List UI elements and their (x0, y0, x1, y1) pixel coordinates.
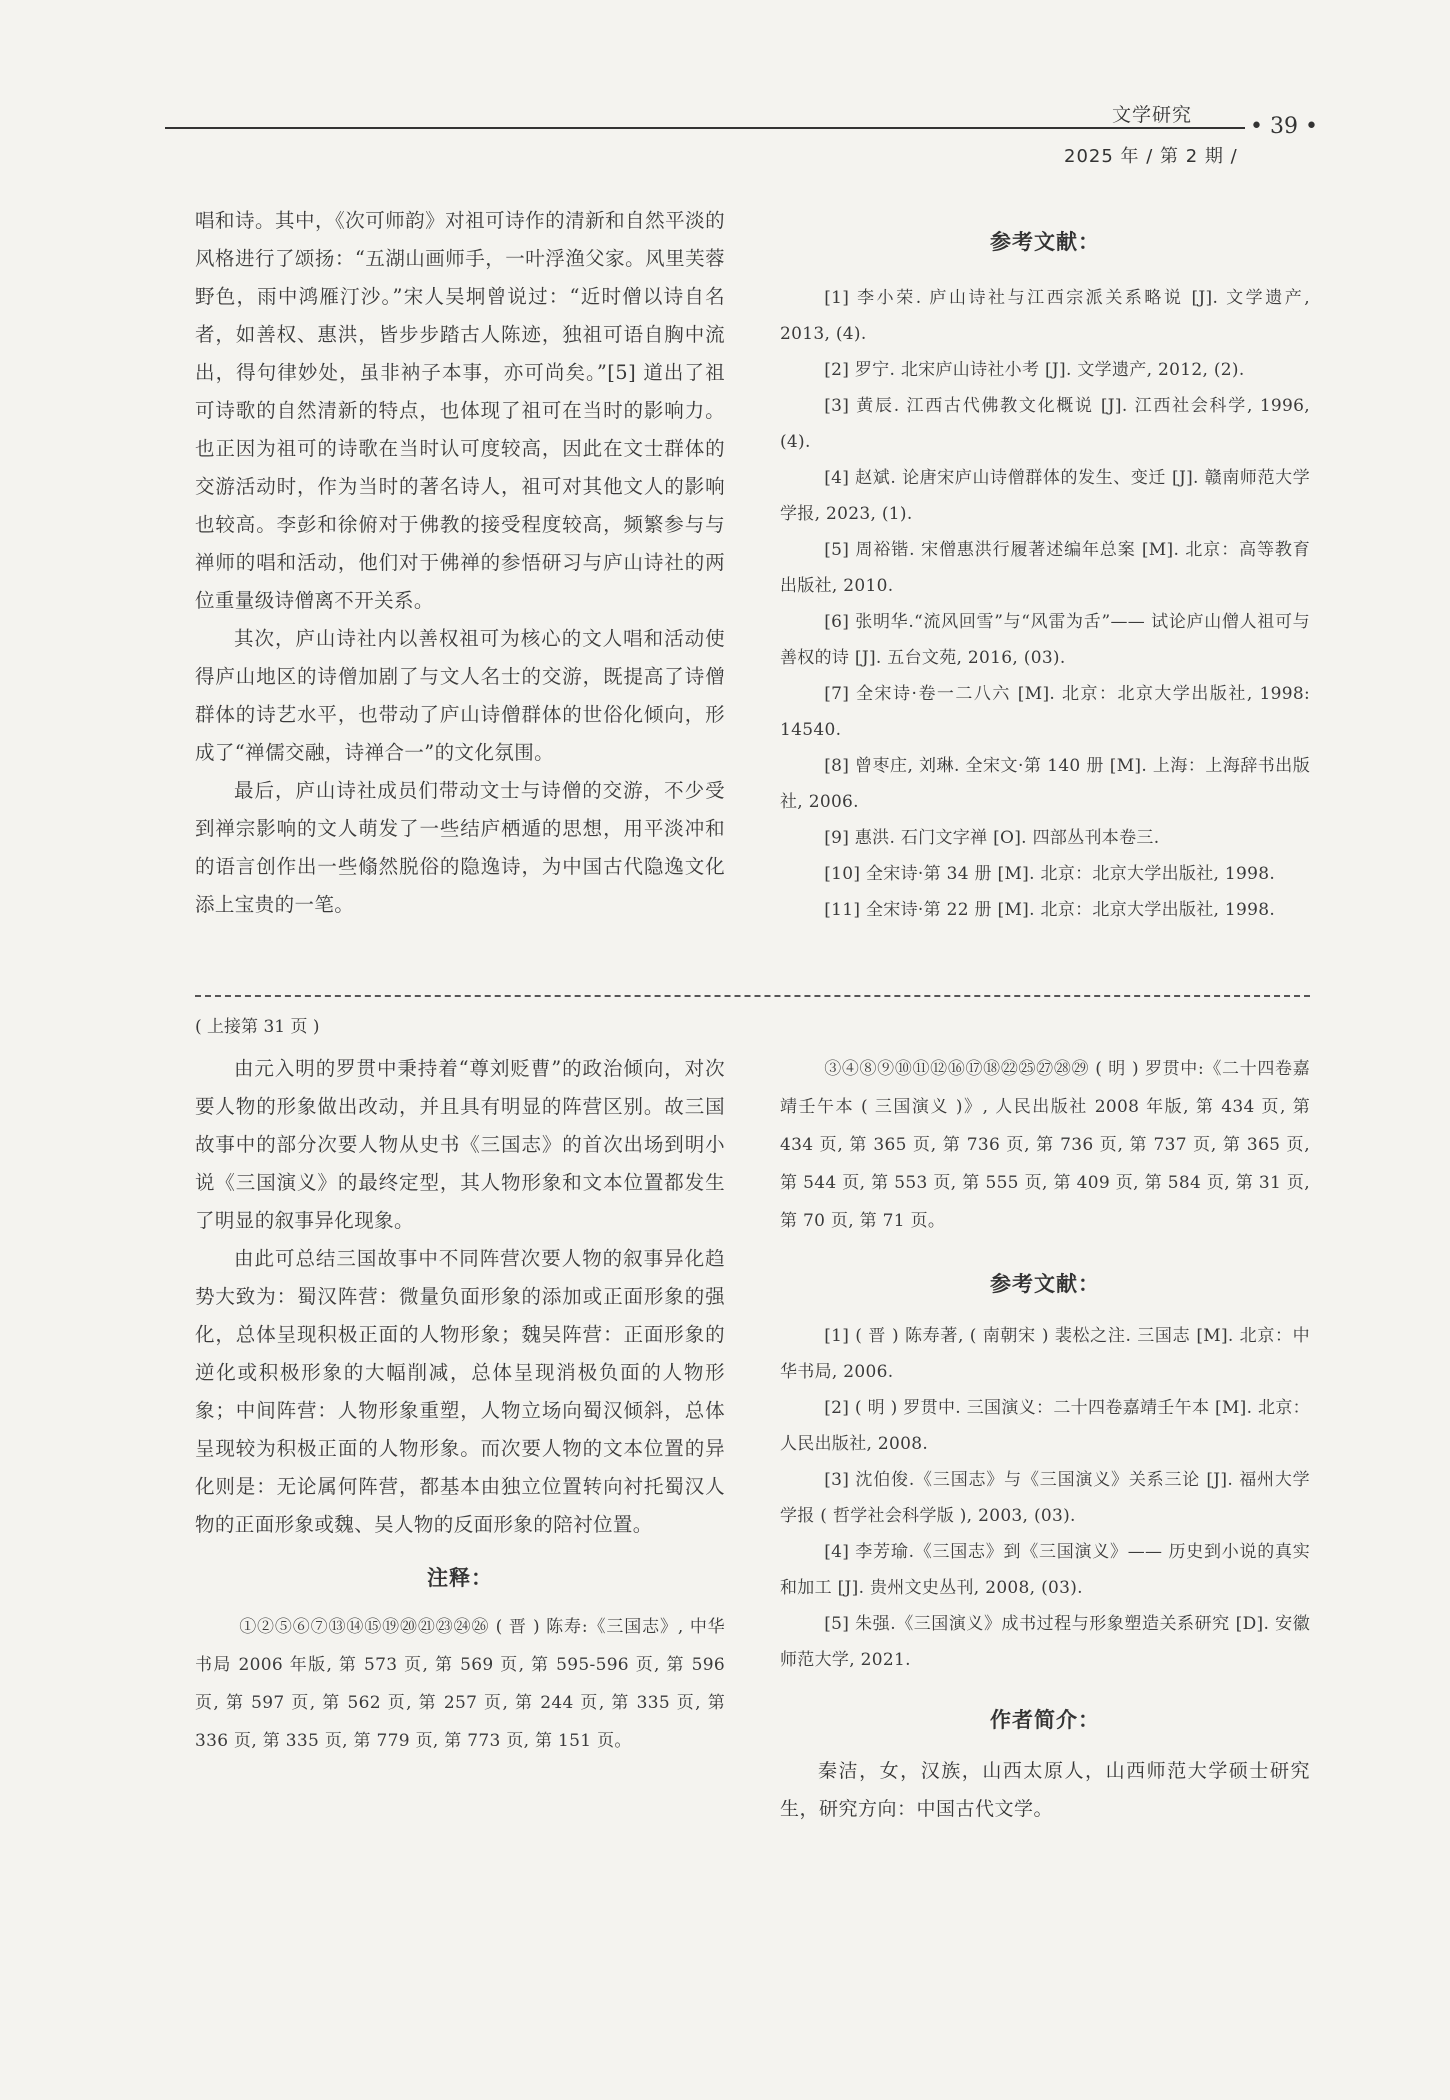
author-bio: 秦洁，女，汉族，山西太原人，山西师范大学硕士研究生，研究方向：中国古代文学。 (780, 1760, 1310, 1820)
references-list (780, 1318, 1310, 1678)
body-paragraph: 由此可总结三国故事中不同阵营次要人物的叙事异化趋势大致为：蜀汉阵营：微量负面形象的添加或正面形象的强化，总体呈现积极正面的人物形象；魏吴阵营：正面形象的逆化或积极形象的大幅削减，总体呈现消极负面的人物形象；中间阵营：人物形象重塑，人物立场向蜀汉倾斜，总体呈现较为积极正面的人物形象。而次要人物的文本位置的异化则是：无论属何阵营，都基本由独立位置转向衬托蜀汉人物的正面形象或魏、吴人物的反面形象的陪衬位置。 (195, 1247, 725, 1536)
reference-item: [9] 惠洪. 石门文字禅 [O]. 四部丛刊本卷三. (824, 828, 1160, 848)
references-list (780, 280, 1310, 928)
notes-list (195, 1608, 725, 1760)
body-paragraph: 由元入明的罗贯中秉持着“尊刘贬曹”的政治倾向，对次要人物的形象做出改动，并且具有明显的阵营区别。故三国故事中的部分次要人物从史书《三国志》的首次出场到明小说《三国演义》的最终定型，其人物形象和文本位置都发生了明显的叙事异化现象。 (195, 1057, 725, 1232)
reference-item: [2] ( 明 ) 罗贯中. 三国演义：二十四卷嘉靖壬午本 [M]. 北京：人民出版社, 2008. (780, 1398, 1310, 1454)
reference-item: [4] 李芳瑜.《三国志》到《三国演义》—— 历史到小说的真实和加工 [J]. 贵州文史丛刊, 2008, (03). (780, 1542, 1310, 1598)
reference-item: [4] 赵斌. 论唐宋庐山诗僧群体的发生、变迁 [J]. 赣南师范大学学报, 2023, (1). (780, 468, 1310, 524)
reference-item: [6] 张明华.“流风回雪”与“风雷为舌”—— 试论庐山僧人祖可与善权的诗 [J]. 五台文苑, 2016, (03). (780, 612, 1310, 668)
author-heading: 作者简介： (990, 1708, 1100, 1732)
header-rule (165, 127, 1245, 129)
note-item: ①②⑤⑥⑦⑬⑭⑮⑲⑳㉑㉓㉔㉖ ( 晋 ) 陈寿:《三国志》, 中华书局 2006 年版, 第 573 页, 第 569 页, 第 595-596 页, 第 596 页, 第 597 页, 第 562 页, 第 257 页, 第 244 页, 第 335 页, 第 336 页, 第 335 页, 第 779 页, 第 773 页, 第 151 页。 (195, 1617, 725, 1751)
reference-item: [1] ( 晋 ) 陈寿著, ( 南朝宋 ) 裴松之注. 三国志 [M]. 北京：中华书局, 2006. (780, 1326, 1310, 1382)
continued-note: ( 上接第 31 页 ) (195, 1017, 320, 1037)
body-paragraph: 其次，庐山诗社内以善权祖可为核心的文人唱和活动使得庐山地区的诗僧加剧了与文人名士的交游，既提高了诗僧群体的诗艺水平，也带动了庐山诗僧群体的世俗化倾向，形成了“禅儒交融，诗禅合一”的文化氛围。 (195, 627, 725, 764)
reference-item: [5] 周裕锴. 宋僧惠洪行履著述编年总案 [M]. 北京：高等教育出版社, 2010. (780, 540, 1310, 596)
reference-item: [1] 李小荣. 庐山诗社与江西宗派关系略说 [J]. 文学遗产, 2013, (4). (780, 288, 1310, 344)
body-paragraph: 最后，庐山诗社成员们带动文士与诗僧的交游，不少受到禅宗影响的文人萌发了一些结庐栖遁的思想，用平淡冲和的语言创作出一些翛然脱俗的隐逸诗，为中国古代隐逸文化添上宝贵的一笔。 (195, 779, 725, 916)
upper-right-column (780, 226, 1310, 928)
reference-item: [10] 全宋诗·第 34 册 [M]. 北京：北京大学出版社, 1998. (824, 864, 1276, 884)
notes-list (780, 1050, 1310, 1240)
issue-label: 2025 年 / 第 2 期 / (1064, 146, 1238, 167)
section-divider (195, 995, 1310, 997)
reference-item: [3] 沈伯俊.《三国志》与《三国演义》关系三论 [J]. 福州大学学报 ( 哲学社会科学版 ), 2003, (03). (780, 1470, 1310, 1526)
lower-right-column (780, 1050, 1310, 1828)
notes-heading: 注释： (427, 1566, 493, 1590)
reference-item: [2] 罗宁. 北宋庐山诗社小考 [J]. 文学遗产, 2012, (2). (824, 360, 1245, 380)
references-heading: 参考文献： (990, 230, 1100, 254)
journal-title: 文学研究 (1112, 104, 1193, 126)
references-heading: 参考文献： (990, 1272, 1100, 1296)
reference-item: [5] 朱强.《三国演义》成书过程与形象塑造关系研究 [D]. 安徽师范大学, 2021. (780, 1614, 1310, 1670)
body-paragraph: 唱和诗。其中，《次可师韵》对祖可诗作的清新和自然平淡的风格进行了颂扬：“五湖山画师手，一叶浮渔父家。风里芙蓉野色，雨中鸿雁汀沙。”宋人吴坰曾说过：“近时僧以诗自名者，如善权、惠洪，皆步步踏古人陈迹，独祖可语自胸中流出，得句律妙处，虽非衲子本事，亦可尚矣。”[5] 道出了祖可诗歌的自然清新的特点，也体现了祖可在当时的影响力。也正因为祖可的诗歌在当时认可度较高，因此在文士群体的交游活动时，作为当时的著名诗人，祖可对其他文人的影响也较高。李彭和徐俯对于佛教的接受程度较高，频繁参与与禅师的唱和活动，他们对于佛禅的参悟研习与庐山诗社的两位重量级诗僧离不开关系。 (195, 209, 725, 612)
reference-item: [8] 曾枣庄, 刘琳. 全宋文·第 140 册 [M]. 上海：上海辞书出版社, 2006. (780, 756, 1310, 812)
page-number: • 39 • (1250, 114, 1318, 139)
upper-left-column (195, 202, 725, 924)
lower-left-column (195, 1012, 725, 1760)
reference-item: [11] 全宋诗·第 22 册 [M]. 北京：北京大学出版社, 1998. (824, 900, 1276, 920)
note-item: ③④⑧⑨⑩⑪⑫⑯⑰⑱㉒㉕㉗㉘㉙ ( 明 ) 罗贯中:《二十四卷嘉靖壬午本 ( 三国演义 )》, 人民出版社 2008 年版, 第 434 页, 第 434 页, 第 365 页, 第 736 页, 第 736 页, 第 737 页, 第 365 页, 第 544 页, 第 553 页, 第 555 页, 第 409 页, 第 584 页, 第 31 页, 第 70 页, 第 71 页。 (780, 1059, 1310, 1231)
reference-item: [3] 黄辰. 江西古代佛教文化概说 [J]. 江西社会科学, 1996, (4). (780, 396, 1310, 452)
reference-item: [7] 全宋诗·卷一二八六 [M]. 北京：北京大学出版社, 1998: 14540. (780, 684, 1310, 740)
